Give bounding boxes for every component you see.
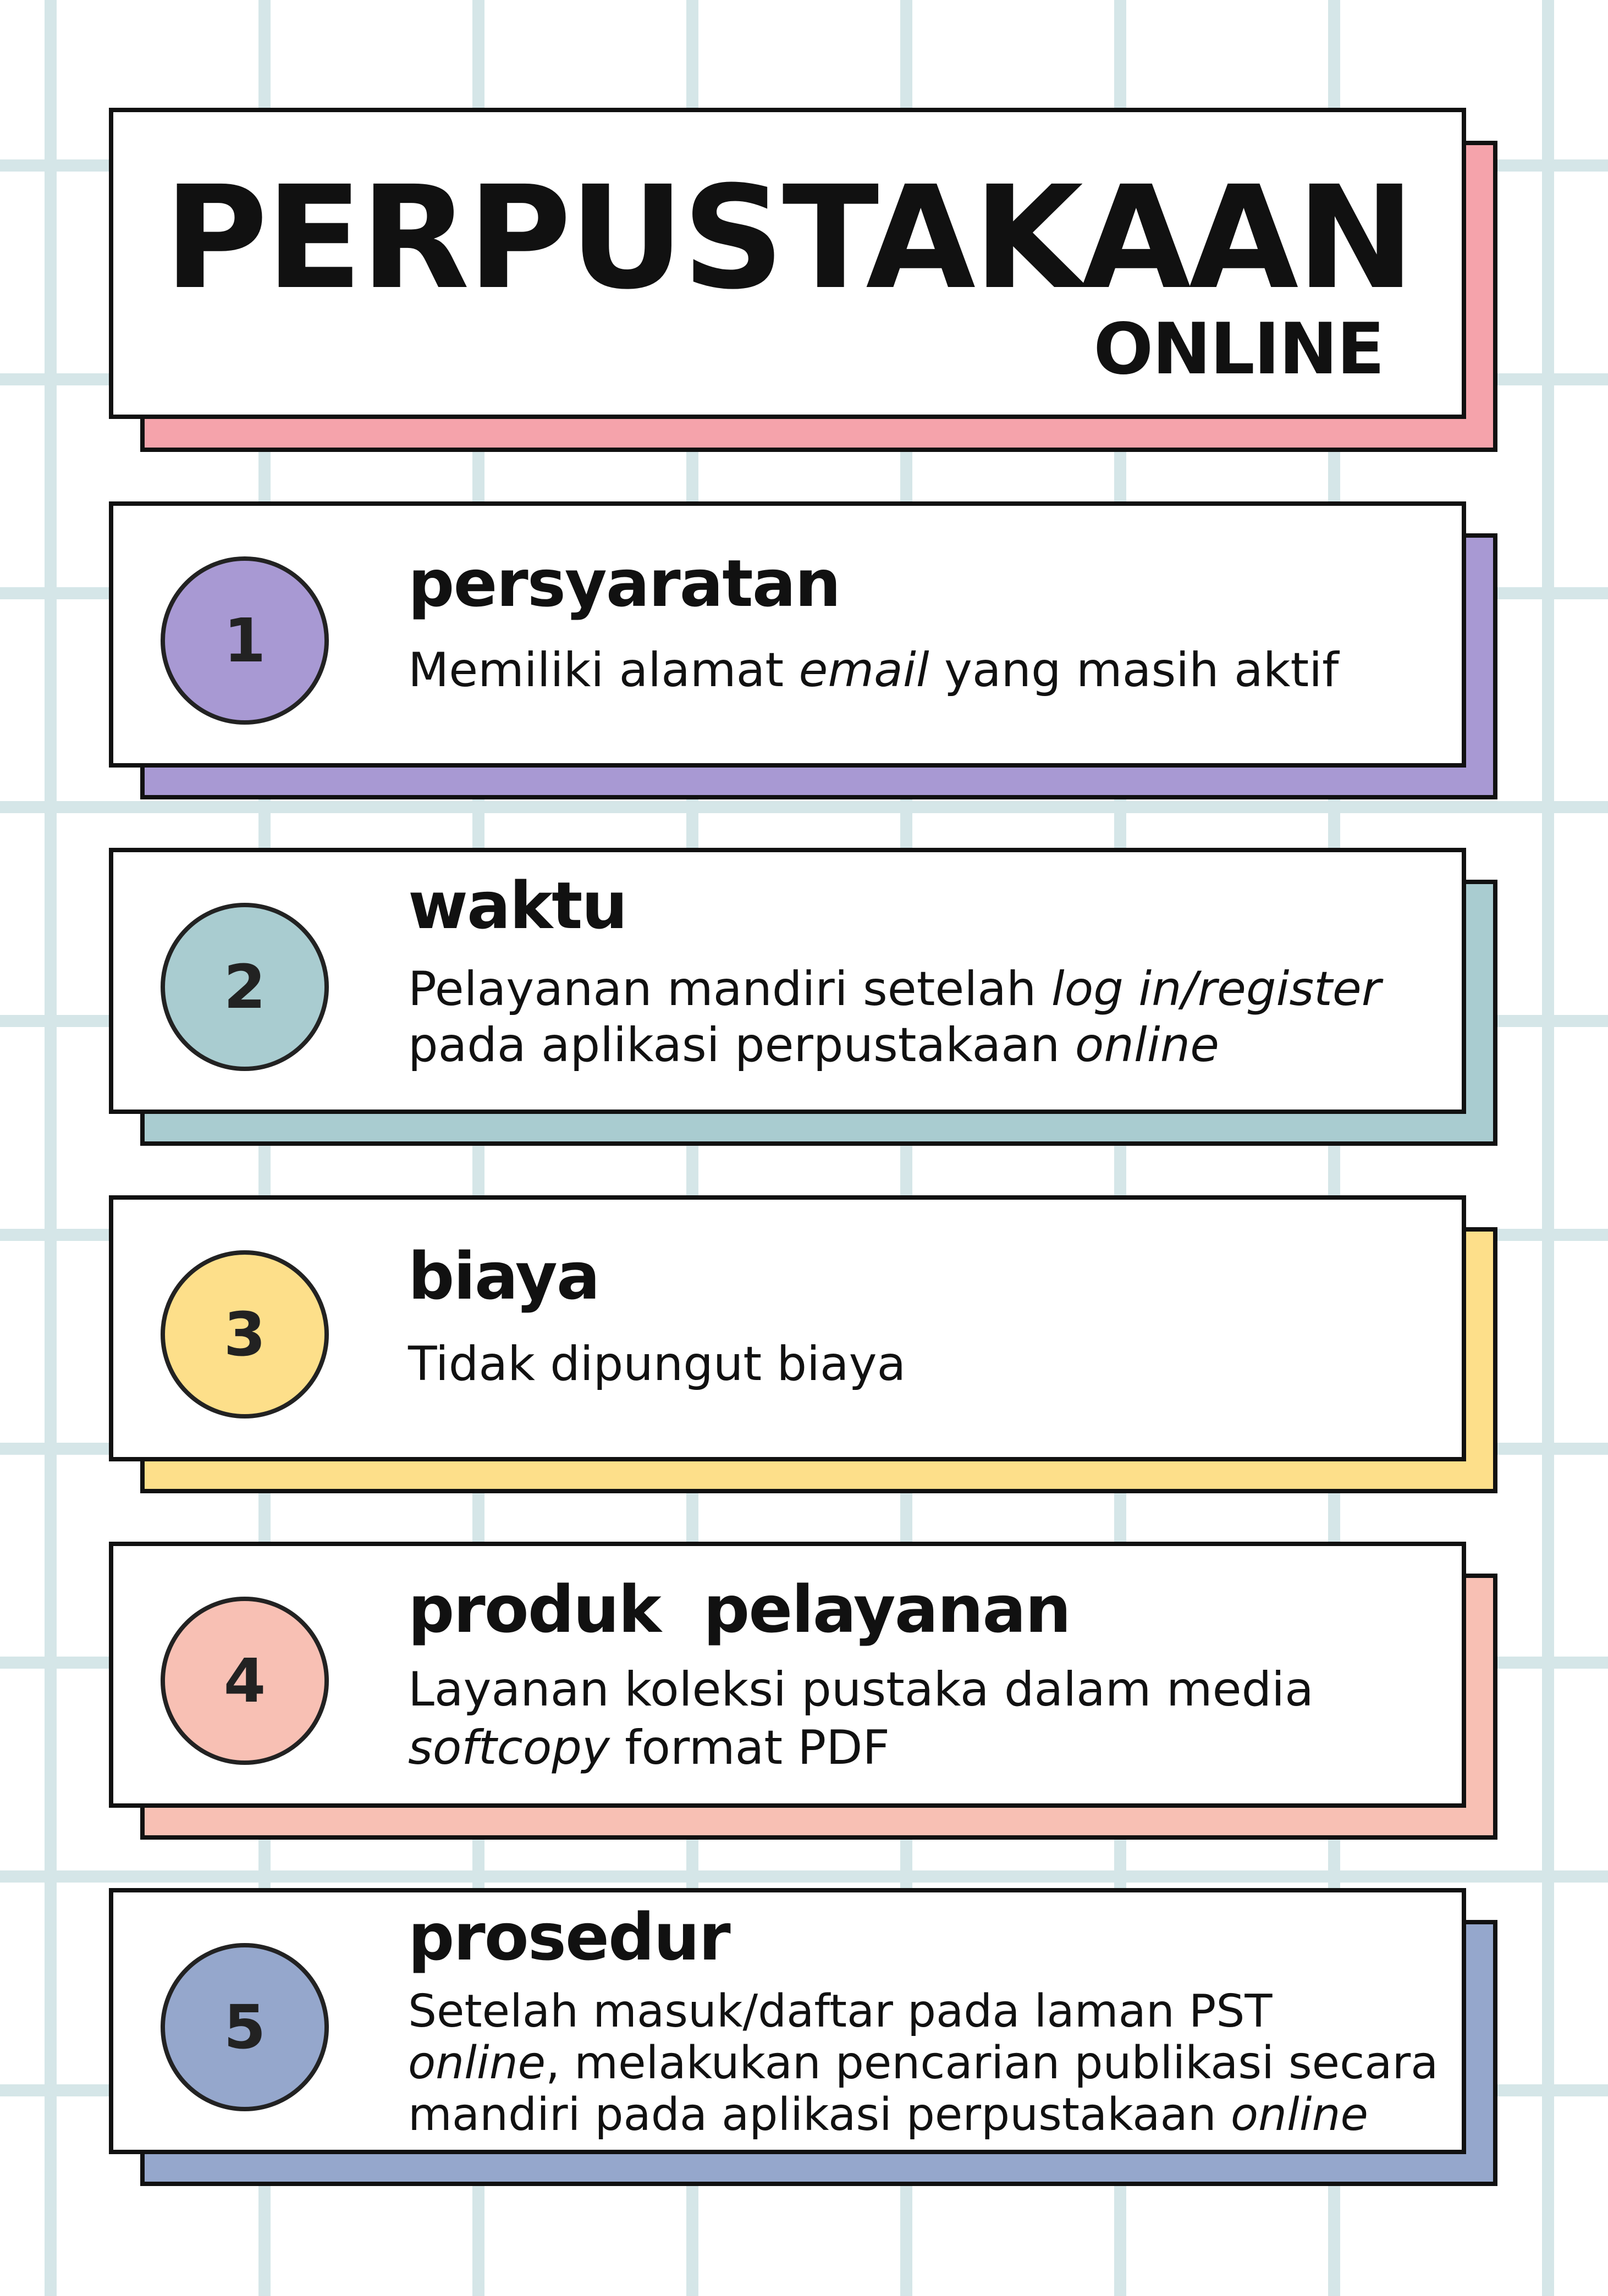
emphasis-text: log in/register [1051, 962, 1381, 1017]
item-heading: produk pelayanan [408, 1571, 1070, 1647]
item-heading: persyaratan [408, 545, 840, 621]
description-text: yang masih aktif [929, 643, 1339, 698]
item-heading: prosedur [408, 1899, 730, 1975]
item-card-waktu [109, 848, 1466, 1114]
item-card-produk-pelayanan [109, 1542, 1466, 1808]
description-line [408, 961, 1381, 1017]
description-text: mandiri pada aplikasi perpustakaan [408, 2089, 1231, 2141]
emphasis-text: online [408, 2037, 546, 2089]
item-description [408, 1986, 1438, 2141]
description-line [408, 2038, 1438, 2089]
title-card [109, 108, 1466, 419]
item-description [408, 961, 1381, 1073]
item-heading: waktu [408, 868, 627, 943]
description-line [408, 640, 1339, 700]
emphasis-text: online [1230, 2089, 1368, 2141]
emphasis-text: email [799, 643, 929, 698]
description-line [408, 1017, 1381, 1073]
description-text: Layanan koleksi pustaka dalam media [408, 1662, 1314, 1717]
description-text: pada aplikasi perpustakaan [408, 1018, 1075, 1073]
description-line [408, 1986, 1438, 2038]
description-line [408, 1660, 1314, 1719]
emphasis-text: online [1075, 1018, 1220, 1073]
number-badge: 3 [161, 1250, 329, 1419]
description-text: Setelah masuk/daftar pada laman PST [408, 1985, 1273, 2038]
item-description [408, 1660, 1314, 1777]
number-badge: 2 [161, 903, 329, 1071]
item-heading: biaya [408, 1238, 599, 1314]
item-card-prosedur [109, 1888, 1466, 2154]
item-description [408, 640, 1339, 700]
description-text: Memiliki alamat [408, 643, 799, 698]
description-text: Tidak dipungut biaya [408, 1337, 906, 1392]
description-text: Pelayanan mandiri setelah [408, 962, 1051, 1017]
number-badge: 4 [161, 1597, 329, 1765]
item-description [408, 1334, 906, 1394]
item-card-biaya [109, 1195, 1466, 1461]
item-card-persyaratan [109, 501, 1466, 768]
description-line [408, 1334, 906, 1394]
number-badge: 5 [161, 1943, 329, 2111]
number-badge: 1 [161, 556, 329, 725]
page-subtitle: ONLINE [1093, 308, 1384, 390]
description-line [408, 1719, 1314, 1777]
description-text: , melakukan pencarian publikasi secara [546, 2037, 1439, 2089]
page-title: PERPUSTAKAAN [164, 156, 1413, 321]
description-line [408, 2089, 1438, 2141]
emphasis-text: softcopy [408, 1720, 610, 1775]
description-text: format PDF [609, 1720, 890, 1775]
